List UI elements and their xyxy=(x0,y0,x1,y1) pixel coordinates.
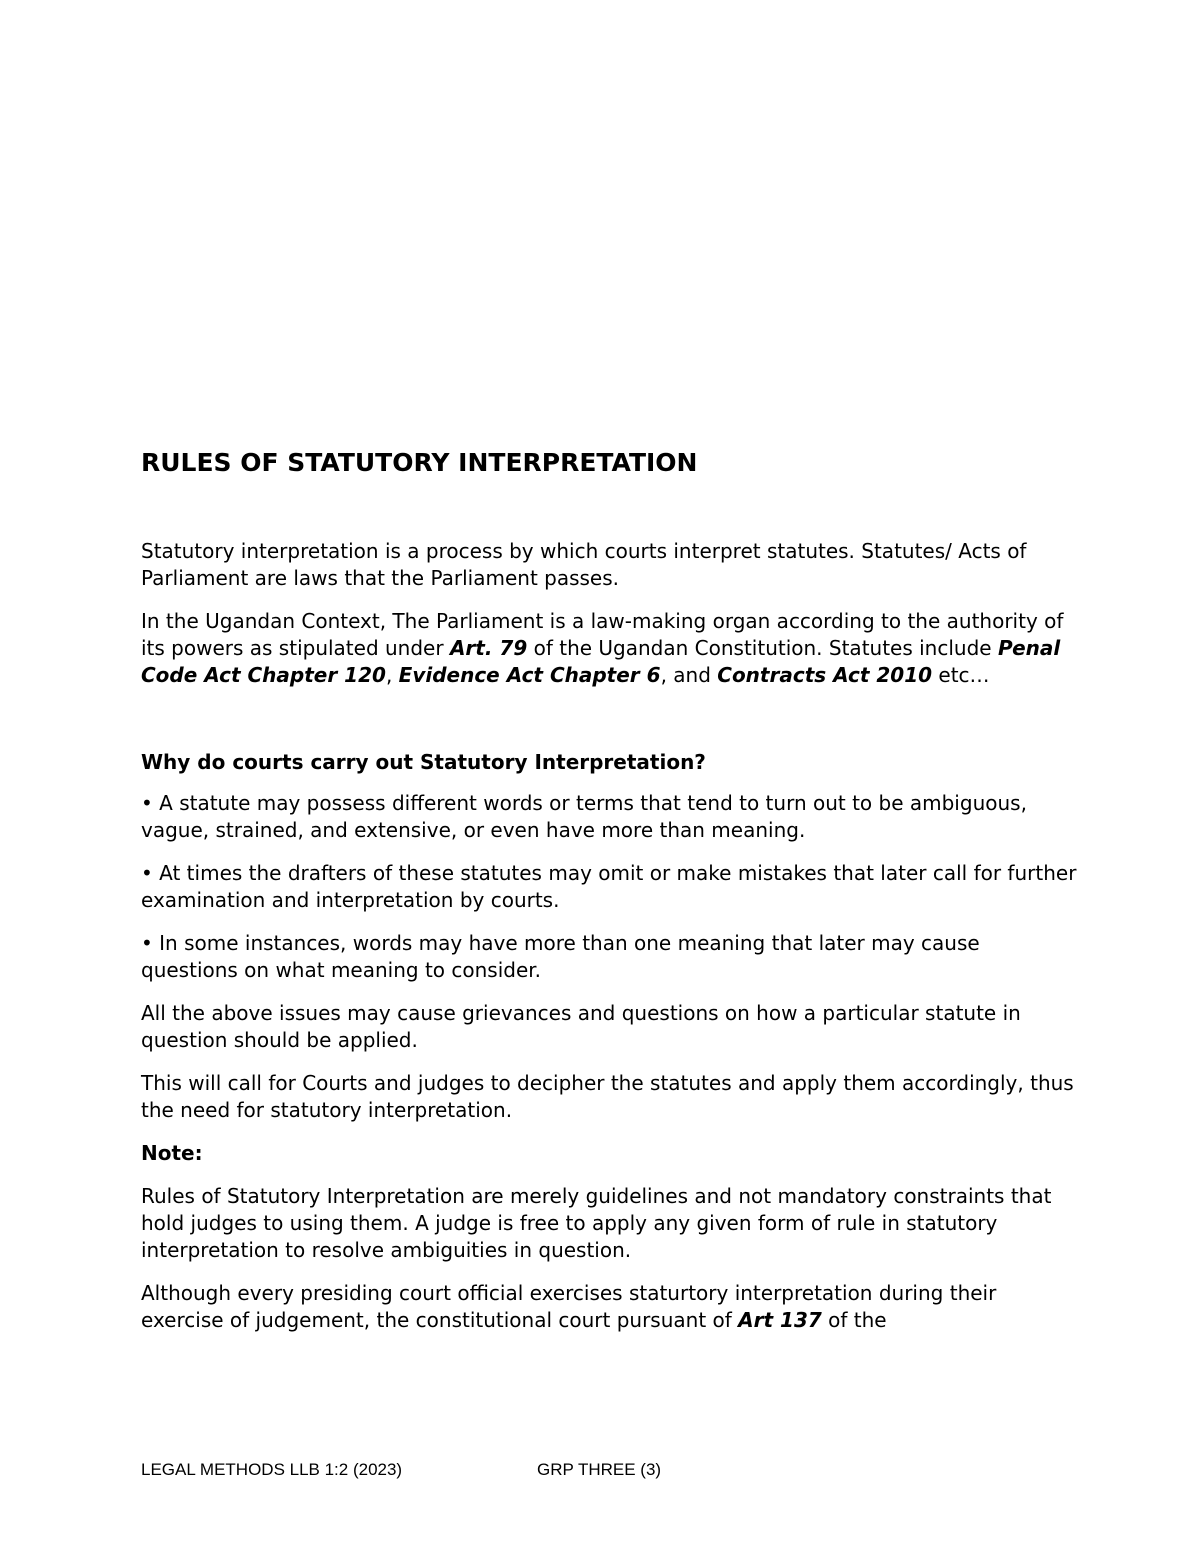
why-heading: Why do courts carry out Statutory Interpretation? xyxy=(141,750,706,774)
footer-course-label: LEGAL METHODS LLB 1:2 (2023) xyxy=(141,1460,403,1479)
evidence-act-reference: Evidence Act Chapter 6 xyxy=(398,663,661,687)
page-footer xyxy=(141,1460,1041,1484)
note-paragraph: Rules of Statutory Interpretation are merely guidelines and not mandatory constraints that hold judges to using them. A judge is free to apply any given form of rule in statutory interpretation to resolve ambiguities in question. xyxy=(141,1184,1052,1262)
bullet-item: • A statute may possess different words or terms that tend to turn out to be ambiguous, vague, strained, and extensive, or even have more than meaning. xyxy=(141,791,1027,842)
courts-paragraph: This will call for Courts and judges to decipher the statutes and apply them accordingly, thus the need for statutory interpretation. xyxy=(141,1071,1074,1122)
text-run: etc… xyxy=(932,663,990,687)
issues-paragraph: All the above issues may cause grievances and questions on how a particular statute in question should be applied. xyxy=(141,1001,1021,1052)
spacer xyxy=(141,705,1081,749)
document-title: RULES OF STATUTORY INTERPRETATION xyxy=(141,448,698,477)
document-body xyxy=(141,446,1081,1350)
text-run: of the Ugandan Constitution. Statutes include xyxy=(527,636,998,660)
text-run: , xyxy=(385,663,399,687)
bullet-item: • In some instances, words may have more than one meaning that later may cause questions on what meaning to consider. xyxy=(141,931,980,982)
text-run: In the Ugandan Context, The Parliament is a law-making organ according to the authority of its powers as stipulated under xyxy=(141,609,1064,660)
text-run: Although every presiding court official exercises staturtory interpretation during their exercise of judgement, the constitutional court pursuant of xyxy=(141,1281,997,1332)
bullet-item: • At times the drafters of these statutes may omit or make mistakes that later call for further examination and interpretation by courts. xyxy=(141,861,1077,912)
contracts-act-reference: Contracts Act 2010 xyxy=(717,663,933,687)
text-run: of the xyxy=(821,1308,887,1332)
article-137-reference: Art 137 xyxy=(738,1308,822,1332)
penal-code-reference: Penal Code Act Chapter 120 xyxy=(141,636,1061,687)
final-paragraph xyxy=(141,1280,1081,1334)
intro-paragraph: Statutory interpretation is a process by which courts interpret statutes. Statutes/ Acts of Parliament are laws that the Parliament passes. xyxy=(141,539,1027,590)
note-heading: Note: xyxy=(141,1141,203,1165)
footer-group-label: GRP THREE (3) xyxy=(537,1460,662,1479)
text-run: , and xyxy=(660,663,718,687)
article-79-reference: Art. 79 xyxy=(449,636,528,660)
context-paragraph xyxy=(141,608,1081,689)
